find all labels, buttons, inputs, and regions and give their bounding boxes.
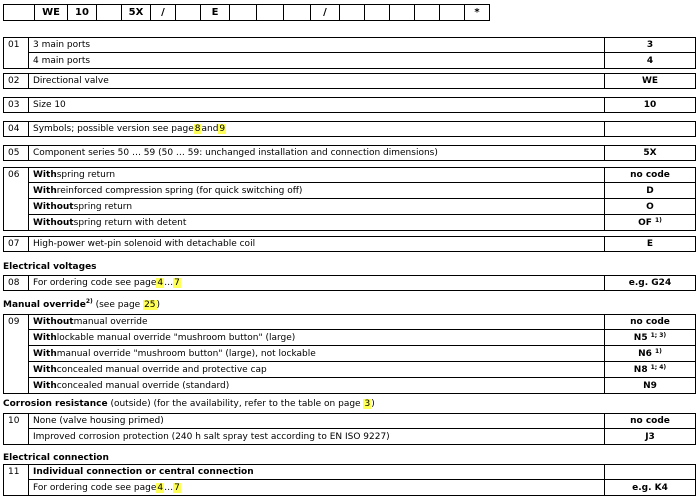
option-line xyxy=(28,236,696,252)
description-text: Component series 50 … 59 (50 … 59: unchanged installation and connection dimensions) xyxy=(33,148,438,158)
section-heading xyxy=(3,453,109,463)
footnote-ref: 1) xyxy=(654,217,662,224)
option-line xyxy=(28,378,696,394)
option-lines xyxy=(28,167,696,231)
description-text: Directional valve xyxy=(33,76,109,86)
description-text: lockable manual override "mushroom button" (large) xyxy=(56,332,296,343)
option-code-value: 5X xyxy=(643,148,657,158)
footnote-ref: 1; 3) xyxy=(650,332,667,339)
section-title: Corrosion resistance xyxy=(3,399,108,409)
option-code-value: 4 xyxy=(646,55,654,66)
code-cell xyxy=(414,4,440,21)
option-description xyxy=(28,236,605,252)
description-text: concealed manual override (standard) xyxy=(56,380,230,391)
code-cell xyxy=(339,4,365,21)
option-code xyxy=(604,167,696,183)
option-lines xyxy=(28,464,696,496)
option-number: 04 xyxy=(3,121,29,137)
option-lines xyxy=(28,97,696,113)
description-text: Individual connection or central connection xyxy=(33,467,254,477)
option-line xyxy=(28,97,696,113)
option-row-04 xyxy=(3,121,696,137)
page-link: 7 xyxy=(174,278,180,288)
option-row-11 xyxy=(3,464,696,496)
description-text: and xyxy=(201,124,219,134)
option-code xyxy=(604,145,696,161)
option-row-06 xyxy=(3,167,696,231)
option-line xyxy=(28,346,696,362)
option-lines xyxy=(28,121,696,137)
option-line xyxy=(28,413,696,429)
description-text: For ordering code see page xyxy=(33,278,157,288)
page-link: 8 xyxy=(194,124,201,134)
section-note: (outside) (for the availability, refer to the table on page xyxy=(107,399,364,409)
page-link: 7 xyxy=(174,482,180,493)
description-text: spring return xyxy=(56,170,116,180)
code-cell: 10 xyxy=(67,4,97,21)
option-row-07 xyxy=(3,236,696,252)
option-code-value: 10 xyxy=(643,100,657,110)
option-code xyxy=(604,214,696,231)
option-description xyxy=(28,361,605,378)
section-note: ) xyxy=(156,300,161,310)
description-text: 4 main ports xyxy=(33,55,91,66)
page-link: 9 xyxy=(219,124,226,134)
option-description xyxy=(28,345,605,362)
option-code-value: OF xyxy=(638,217,652,228)
code-cell: E xyxy=(200,4,230,21)
option-description xyxy=(28,37,605,53)
option-line xyxy=(28,480,696,496)
option-line xyxy=(28,362,696,378)
section-note: (see page xyxy=(92,300,144,310)
option-number: 06 xyxy=(3,167,29,231)
option-description xyxy=(28,214,605,231)
description-text: For ordering code see page xyxy=(33,482,157,493)
option-line xyxy=(28,73,696,89)
option-description xyxy=(28,121,605,137)
option-description xyxy=(28,198,605,215)
option-description xyxy=(28,329,605,346)
code-cell: WE xyxy=(34,4,68,21)
option-lines xyxy=(28,275,696,291)
option-description xyxy=(28,167,605,183)
option-description xyxy=(28,479,605,496)
option-row-01 xyxy=(3,37,696,69)
option-row-08 xyxy=(3,275,696,291)
option-line xyxy=(28,53,696,69)
option-line xyxy=(28,314,696,330)
option-number: 05 xyxy=(3,145,29,161)
option-lines xyxy=(28,37,696,69)
section-title: Electrical connection xyxy=(3,453,109,463)
code-cell: / xyxy=(150,4,176,21)
description-text: manual override "mushroom button" (large), not lockable xyxy=(56,348,316,359)
description-text: manual override xyxy=(73,317,148,327)
option-lines xyxy=(28,314,696,394)
code-cell xyxy=(283,4,311,21)
option-description xyxy=(28,145,605,161)
option-number: 10 xyxy=(3,413,29,445)
description-text: spring return xyxy=(73,201,133,212)
description-emphasis: With xyxy=(33,185,57,196)
option-number: 01 xyxy=(3,37,29,69)
option-line xyxy=(28,37,696,53)
option-code xyxy=(604,182,696,199)
page-link: 25 xyxy=(144,300,156,310)
option-description xyxy=(28,413,605,429)
option-line xyxy=(28,167,696,183)
option-description xyxy=(28,464,605,480)
description-emphasis: With xyxy=(33,170,57,180)
option-number: 03 xyxy=(3,97,29,113)
code-cell: 5X xyxy=(121,4,151,21)
description-emphasis: Without xyxy=(33,317,74,327)
description-emphasis: With xyxy=(33,380,57,391)
code-cell xyxy=(175,4,201,21)
description-text: Size 10 xyxy=(33,100,66,110)
footnote-ref: 1) xyxy=(654,348,662,355)
option-description xyxy=(28,182,605,199)
option-row-10 xyxy=(3,413,696,445)
option-description xyxy=(28,275,605,291)
option-description xyxy=(28,73,605,89)
option-line xyxy=(28,199,696,215)
code-cell xyxy=(389,4,415,21)
description-text: reinforced compression spring (for quick switching off) xyxy=(56,185,303,196)
option-description xyxy=(28,52,605,69)
option-code xyxy=(604,121,696,137)
option-number: 08 xyxy=(3,275,29,291)
description-emphasis: With xyxy=(33,348,57,359)
section-title: Manual override xyxy=(3,300,86,310)
option-row-09 xyxy=(3,314,696,394)
description-text: concealed manual override and protective cap xyxy=(56,364,267,375)
code-cell xyxy=(364,4,390,21)
option-code-value: no code xyxy=(630,317,670,327)
option-code-value: N5 xyxy=(633,332,648,343)
footnote-ref: 1; 4) xyxy=(650,364,667,371)
code-cell xyxy=(229,4,257,21)
page-link: 3 xyxy=(364,399,371,409)
option-code xyxy=(604,37,696,53)
description-emphasis: Without xyxy=(33,217,74,228)
option-code xyxy=(604,97,696,113)
option-description xyxy=(28,428,605,445)
option-code xyxy=(604,329,696,346)
footnote-ref: 2) xyxy=(85,298,93,305)
option-row-03 xyxy=(3,97,696,113)
option-number: 11 xyxy=(3,464,29,496)
section-note: ) xyxy=(371,399,375,409)
option-code-value: O xyxy=(646,201,654,212)
option-code xyxy=(604,275,696,291)
option-code xyxy=(604,345,696,362)
ordering-code-bar xyxy=(3,4,489,21)
description-emphasis: Without xyxy=(33,201,74,212)
option-code xyxy=(604,198,696,215)
option-number: 02 xyxy=(3,73,29,89)
page-link: 4 xyxy=(157,482,164,493)
option-code-value: 3 xyxy=(646,40,654,50)
option-code xyxy=(604,413,696,429)
option-number: 07 xyxy=(3,236,29,252)
description-text: 3 main ports xyxy=(33,40,91,50)
option-line xyxy=(28,330,696,346)
code-cell xyxy=(256,4,284,21)
option-code-value: N9 xyxy=(643,380,657,391)
option-line xyxy=(28,275,696,291)
option-code xyxy=(604,428,696,445)
option-code-value: no code xyxy=(630,416,670,426)
option-code-value: N6 xyxy=(638,348,652,359)
option-code xyxy=(604,73,696,89)
option-code xyxy=(604,361,696,378)
option-code-value: J3 xyxy=(645,431,655,442)
code-cell xyxy=(3,4,35,21)
description-text: Improved corrosion protection (240 h salt spray test according to EN ISO 9227) xyxy=(33,431,390,442)
page-link: 4 xyxy=(157,278,164,288)
option-description xyxy=(28,97,605,113)
option-row-05 xyxy=(3,145,696,161)
option-number: 09 xyxy=(3,314,29,394)
description-emphasis: With xyxy=(33,332,57,343)
option-code-value: N8 xyxy=(633,364,648,375)
description-text: spring return with detent xyxy=(73,217,187,228)
section-title: Electrical voltages xyxy=(3,262,97,272)
option-line xyxy=(28,121,696,137)
option-line xyxy=(28,145,696,161)
description-text: High-power wet-pin solenoid with detachable coil xyxy=(33,239,256,249)
option-code xyxy=(604,314,696,330)
option-code-value: no code xyxy=(630,170,670,180)
option-lines xyxy=(28,145,696,161)
option-description xyxy=(28,377,605,394)
section-heading xyxy=(3,399,375,409)
section-heading xyxy=(3,262,97,272)
option-line xyxy=(28,215,696,231)
description-emphasis: With xyxy=(33,364,57,375)
section-heading xyxy=(3,298,160,310)
option-row-02 xyxy=(3,73,696,89)
option-lines xyxy=(28,236,696,252)
option-lines xyxy=(28,73,696,89)
option-code-value: e.g. K4 xyxy=(632,482,668,493)
description-text: None (valve housing primed) xyxy=(33,416,164,426)
option-code xyxy=(604,377,696,394)
code-cell xyxy=(439,4,465,21)
option-line xyxy=(28,429,696,445)
option-lines xyxy=(28,413,696,445)
option-code xyxy=(604,52,696,69)
option-line xyxy=(28,464,696,480)
option-description xyxy=(28,314,605,330)
description-text: … xyxy=(164,278,174,288)
option-code xyxy=(604,236,696,252)
option-line xyxy=(28,183,696,199)
code-cell xyxy=(96,4,122,21)
option-code-value: WE xyxy=(641,76,659,86)
option-code-value: E xyxy=(646,239,654,249)
description-text: Symbols; possible version see page xyxy=(33,124,194,134)
option-code-value: D xyxy=(646,185,654,196)
code-cell: * xyxy=(464,4,490,21)
description-text: … xyxy=(164,482,174,493)
option-code-value: e.g. G24 xyxy=(628,278,672,288)
code-cell: / xyxy=(310,4,340,21)
option-code xyxy=(604,479,696,496)
option-code xyxy=(604,464,696,480)
